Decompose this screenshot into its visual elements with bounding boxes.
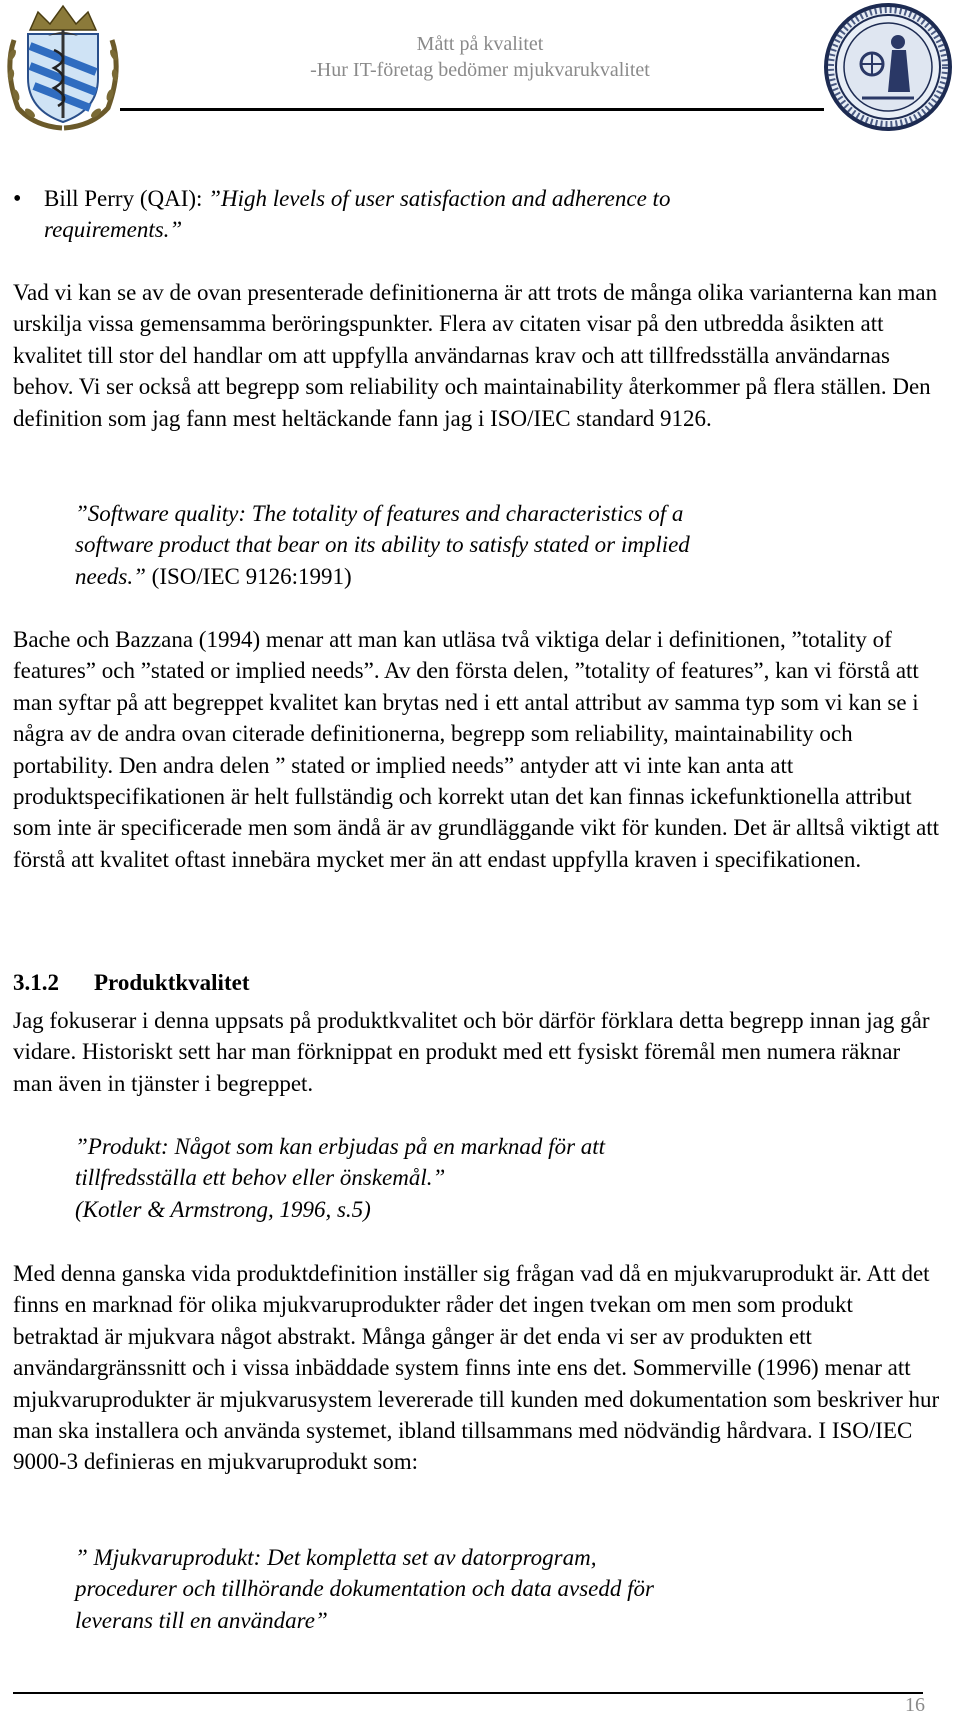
footer-divider [13, 1692, 923, 1694]
bullet-quote: ”High levels of user satisfaction and adherence to requirements.” [44, 186, 671, 243]
body-paragraph: Bache och Bazzana (1994) menar att man kan utläsa två viktiga delar i definitionen, ”totality of features” och ”stated or implied needs”. Av den första delen, ”totality of features”, kan vi förstå att man syftar på att begreppet kvalitet kan brytas ned i ett antal attribut av samma typ som vi kan se i några av de andra ovan citerade definitionerna, begrepp som reliability, maintainability och portability. Den andra delen ” stated or implied needs” antyder att vi inte kan anta att produktspecifikationen är helt fullständig och korrekt utan det kan finnas ickefunktionella attribut som inte är specificerade men som ändå är av grundläggande vikt för kunden. Det är alltså viktigt att förstå att kvalitet oftast innebära mycket mer än att endast uppfylla kraven i specifikationen. [13, 627, 940, 872]
body-paragraph: Vad vi kan se av de ovan presenterade definitionerna är att trots de många olika varianterna kan man urskilja vissa gemensamma beröringspunkter. Flera av citaten visar på den utbredda åsikten att kvalitet till stor del handlar om att uppfylla användarnas krav och att tillfredsställa användarnas behov. Vi ser också att begrepp som reliability och maintainability återkommer på flera ställen. Den definition som jag fann mest heltäckande fann jag i ISO/IEC standard 9126. [13, 280, 938, 431]
bullet-marker: • [13, 186, 22, 212]
bullet-quote-item [44, 183, 804, 246]
quote-line: procedurer och tillhörande dokumentation och data avsedd för [75, 1576, 654, 1602]
section-heading [13, 968, 249, 998]
page-number: 16 [905, 1694, 925, 1716]
quote-line: needs.” [75, 563, 146, 589]
header-divider [120, 108, 824, 111]
quote-line: ” Mjukvaruprodukt: Det kompletta set av datorprogram, [75, 1545, 597, 1570]
block-quote-kotler [75, 1131, 605, 1225]
quote-line: ”Software quality: The totality of features and characteristics of a [75, 501, 684, 526]
block-quote-iso9126 [75, 498, 690, 592]
quote-reference: (Kotler & Armstrong, 1996, s.5) [75, 1196, 371, 1222]
section-number: 3.1.2 [13, 970, 59, 995]
university-crest-logo [0, 0, 126, 132]
bullet-speaker: Bill Perry (QAI): [44, 186, 209, 211]
quote-line: leverans till en användare” [75, 1607, 328, 1633]
quote-line: ”Produkt: Något som kan erbjudas på en marknad för att [75, 1134, 606, 1159]
quote-reference: (ISO/IEC 9126:1991) [145, 563, 352, 589]
body-paragraph: Jag fokuserar i denna uppsats på produktkvalitet och bör därför förklara detta begrepp innan jag går vidare. Historiskt sett har man förknippat en produkt med ett fysiskt föremål men numera räknar man även in tjänster i begreppet. [13, 1008, 930, 1096]
university-seal-logo [822, 2, 954, 132]
header-title: Mått på kvalitet [416, 33, 544, 55]
quote-line: tillfredsställa ett behov eller önskemål.” [75, 1165, 446, 1191]
block-quote-iso9000 [75, 1542, 654, 1636]
header-subtitle: -Hur IT-företag bedömer mjukvarukvalitet [310, 59, 650, 81]
body-paragraph: Med denna ganska vida produktdefinition inställer sig frågan vad då en mjukvaruprodukt är. Att det finns en marknad för olika mjukvaruprodukter råder det ingen tvekan om men som produkt betraktad är mjukvara något abstrakt. Många gånger är det enda vi ser av produkten ett användargränssnitt och i vissa inbäddade system finns inte ens det. Sommerville (1996) menar att mjukvaruprodukter är mjukvarusystem levererade till kunden med dokumentation som beskriver hur man ska installera och använda systemet, ibland tillsammans med nödvändig hårdvara. I ISO/IEC 9000-3 definieras en mjukvaruprodukt som: [13, 1261, 940, 1475]
section-title: Produktkvalitet [94, 970, 250, 995]
quote-line: software product that bear on its ability to satisfy stated or implied [75, 532, 690, 558]
